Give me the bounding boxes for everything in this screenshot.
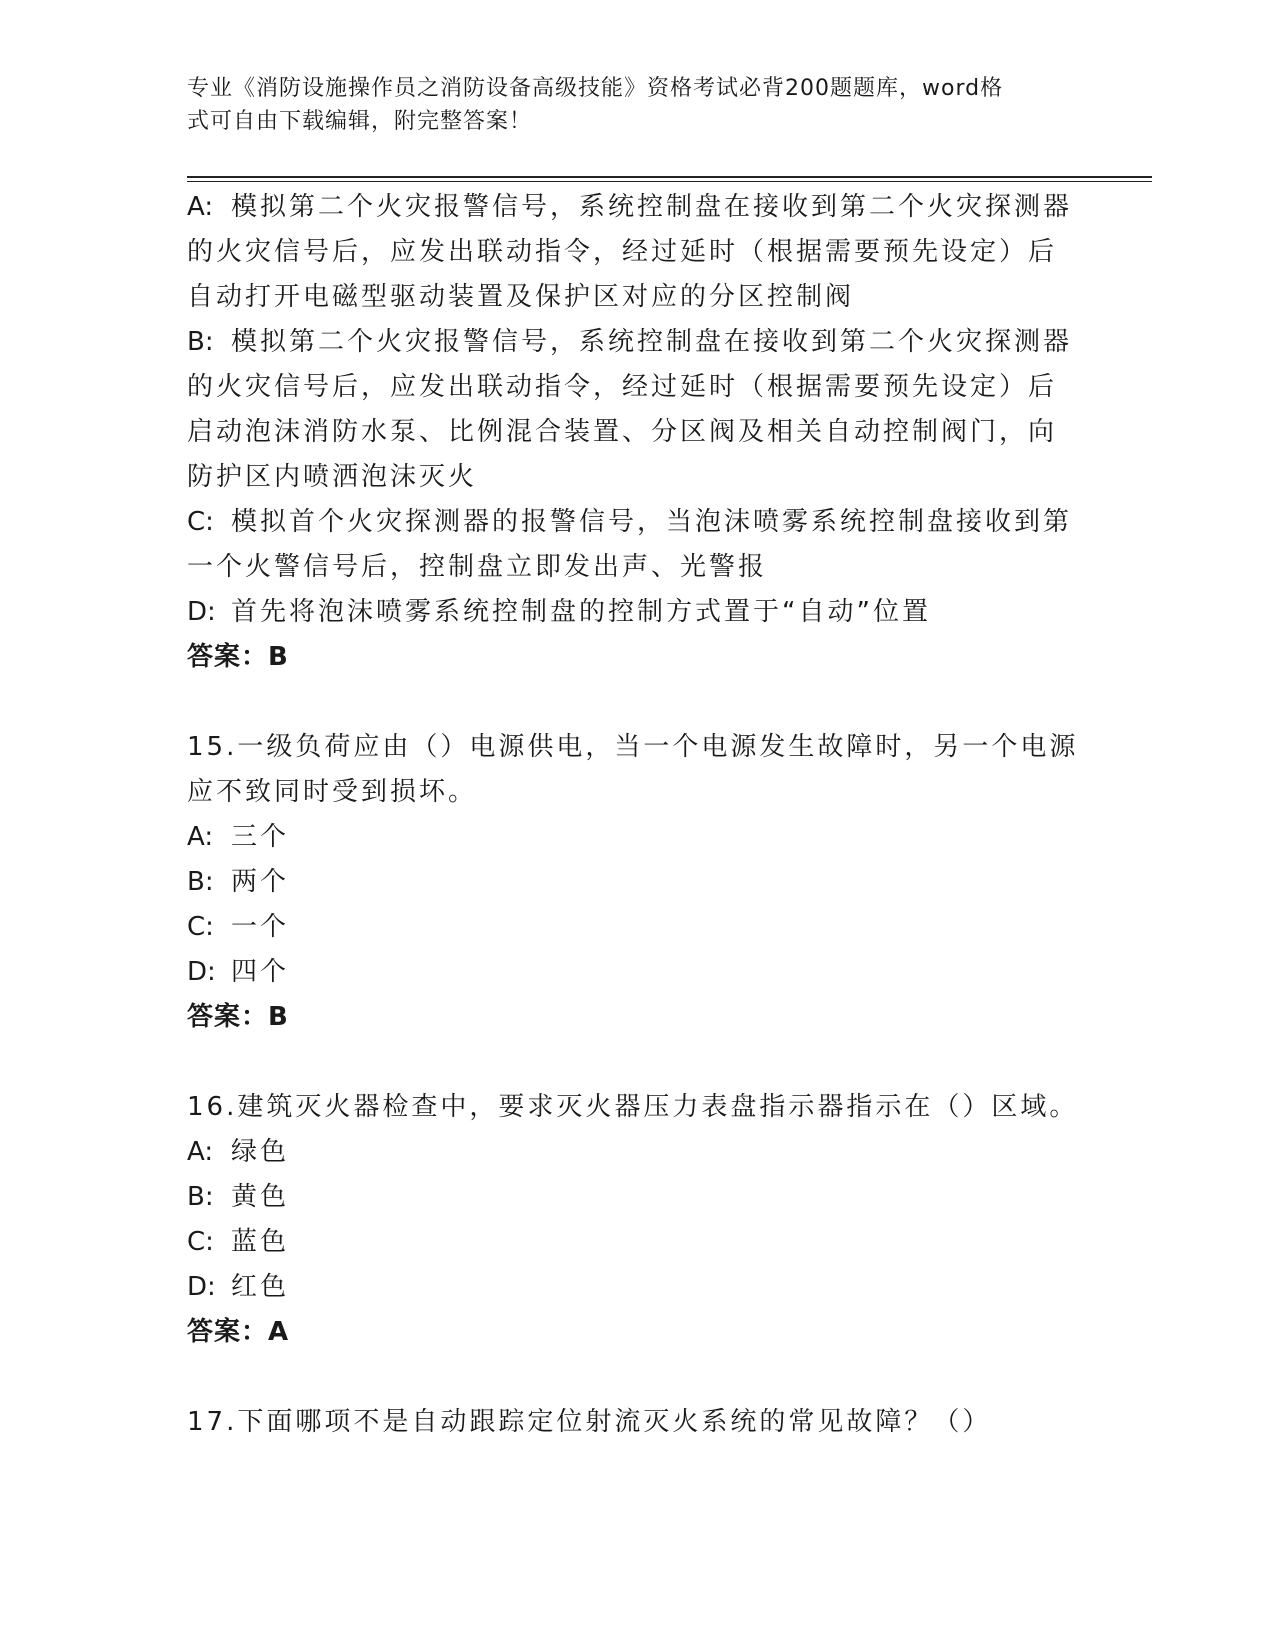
option-text: 首先将泡沫喷雾系统控制盘的控制方式置于“自动”位置 xyxy=(231,597,931,627)
q15-option-d xyxy=(187,950,1087,995)
q15-answer: 答案：B xyxy=(187,1002,289,1032)
option-label: C: xyxy=(187,507,214,537)
option-label: A: xyxy=(187,822,214,852)
q16-answer: 答案：A xyxy=(187,1317,290,1347)
q15-option-b xyxy=(187,860,1087,905)
header-divider-thick xyxy=(187,176,1152,178)
option-text: 两个 xyxy=(231,867,290,897)
option-text: 四个 xyxy=(231,957,290,987)
document-header xyxy=(187,72,1067,138)
option-label: C: xyxy=(187,912,214,942)
q16-stem: 16.建筑灭火器检查中，要求灭火器压力表盘指示器指示在（）区域。 xyxy=(187,1092,1079,1122)
q16-option-d xyxy=(187,1265,1087,1310)
q14-option-b xyxy=(187,320,1087,500)
option-text-cont: 自动打开电磁型驱动装置及保护区对应的分区控制阀 xyxy=(187,282,855,312)
option-label: B: xyxy=(187,867,214,897)
option-text: 绿色 xyxy=(231,1137,290,1167)
option-text: 模拟第二个火灾报警信号，系统控制盘在接收到第二个火灾探测器 xyxy=(231,192,1073,222)
option-label: B: xyxy=(187,327,214,357)
q16-option-a xyxy=(187,1130,1087,1175)
option-text: 蓝色 xyxy=(231,1227,290,1257)
option-label: A: xyxy=(187,192,214,222)
q14-option-c xyxy=(187,500,1087,590)
option-label: D: xyxy=(187,597,216,627)
q14-option-d xyxy=(187,590,1087,635)
option-text: 黄色 xyxy=(231,1182,290,1212)
question-content xyxy=(187,185,1087,1445)
header-divider-thin xyxy=(187,181,1152,182)
option-text-cont: 的火灾信号后，应发出联动指令，经过延时（根据需要预先设定）后 xyxy=(187,237,1058,267)
option-label: A: xyxy=(187,1137,214,1167)
option-text: 模拟首个火灾探测器的报警信号，当泡沫喷雾系统控制盘接收到第 xyxy=(231,507,1073,537)
q14-answer: 答案：B xyxy=(187,642,289,672)
q14-option-a xyxy=(187,185,1087,320)
option-text: 模拟第二个火灾报警信号，系统控制盘在接收到第二个火灾探测器 xyxy=(231,327,1073,357)
q15-option-a xyxy=(187,815,1087,860)
option-label: D: xyxy=(187,957,216,987)
q16-option-b xyxy=(187,1175,1087,1220)
q15-option-c xyxy=(187,905,1087,950)
option-text: 一个 xyxy=(231,912,290,942)
option-text-cont: 的火灾信号后，应发出联动指令，经过延时（根据需要预先设定）后 xyxy=(187,372,1058,402)
option-text: 红色 xyxy=(231,1272,290,1302)
q15-stem: 15.一级负荷应由（）电源供电，当一个电源发生故障时，另一个电源 xyxy=(187,732,1079,762)
q16-option-c xyxy=(187,1220,1087,1265)
option-text-cont: 启动泡沫消防水泵、比例混合装置、分区阀及相关自动控制阀门，向 xyxy=(187,417,1058,447)
option-label: D: xyxy=(187,1272,216,1302)
q15-stem-cont: 应不致同时受到损坏。 xyxy=(187,777,478,807)
header-line-1: 专业《消防设施操作员之消防设备高级技能》资格考试必背200题题库，word格 xyxy=(187,76,1004,101)
option-text-cont: 防护区内喷洒泡沫灭火 xyxy=(187,462,478,492)
option-label: C: xyxy=(187,1227,214,1257)
option-text-cont: 一个火警信号后，控制盘立即发出声、光警报 xyxy=(187,552,768,582)
header-line-2: 式可自由下载编辑，附完整答案！ xyxy=(187,109,533,134)
option-text: 三个 xyxy=(231,822,290,852)
option-label: B: xyxy=(187,1182,214,1212)
q17-stem: 17.下面哪项不是自动跟踪定位射流灭火系统的常见故障？（） xyxy=(187,1407,992,1437)
